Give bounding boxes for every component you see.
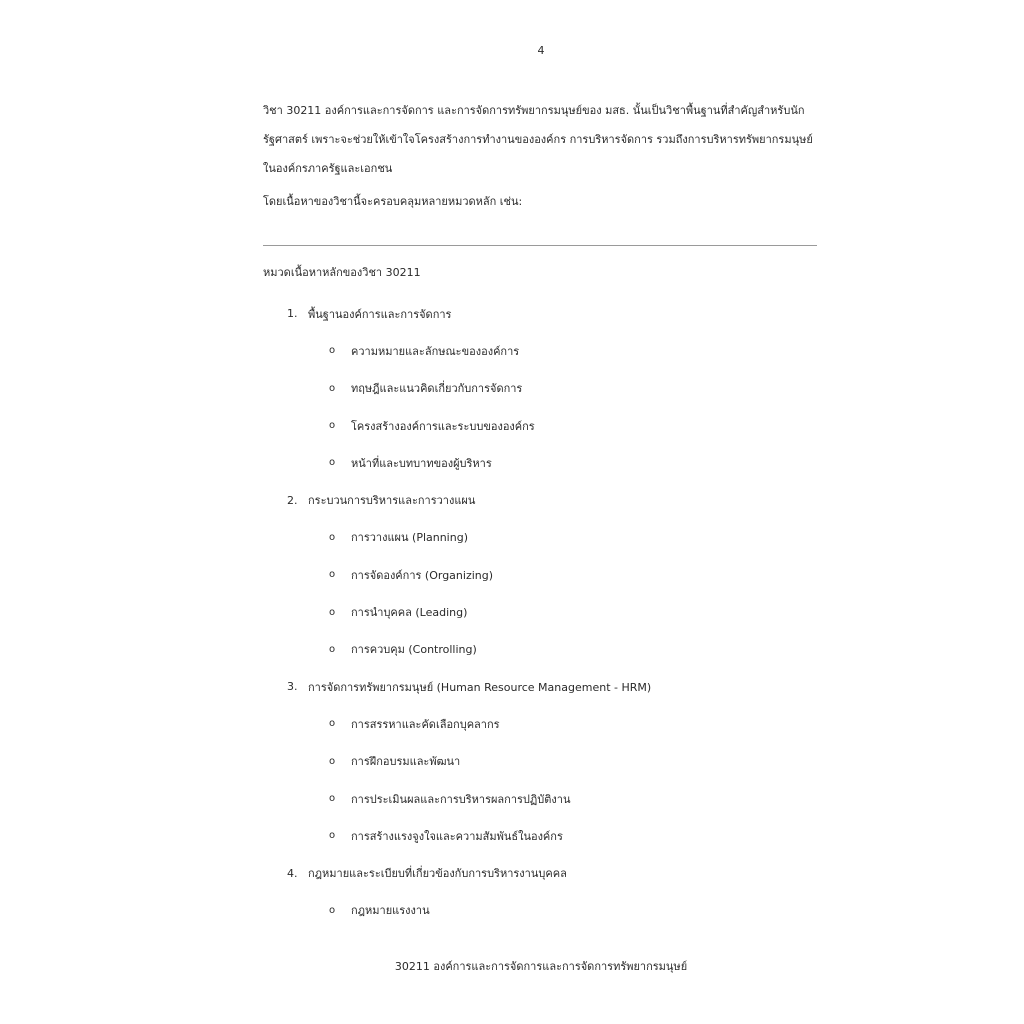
sub-item-text: การควบคุม (Controlling) — [351, 643, 477, 657]
circle-bullet-icon: o — [329, 606, 336, 618]
sub-item-text: การจัดองค์การ (Organizing) — [351, 568, 494, 582]
topic-outline — [263, 295, 823, 929]
section-title: หมวดเนื้อหาหลักของวิชา 30211 — [263, 266, 421, 279]
horizontal-divider — [263, 245, 817, 246]
circle-bullet-icon: o — [329, 830, 336, 842]
page-number: 4 — [537, 44, 545, 57]
sub-item-text: การประเมินผลและการบริหารผลการปฏิบัติงาน — [351, 792, 571, 806]
circle-bullet-icon: o — [329, 420, 336, 432]
numbered-topic — [263, 481, 823, 518]
lead-paragraph: โดยเนื้อหาของวิชานี้จะครอบคลุมหลายหมวดหลัก เช่น: — [263, 195, 523, 208]
numbered-topic — [263, 295, 823, 332]
sub-item-text: ทฤษฎีและแนวคิดเกี่ยวกับการจัดการ — [351, 382, 523, 396]
circle-bullet-icon: o — [329, 718, 336, 730]
circle-bullet-icon: o — [329, 382, 336, 394]
sub-item-text: โครงสร้างองค์การและระบบขององค์กร — [351, 419, 535, 433]
circle-bullet-icon: o — [329, 345, 336, 357]
sub-item — [263, 407, 823, 444]
sub-item — [263, 705, 823, 742]
sub-item — [263, 817, 823, 854]
numbered-topic — [263, 854, 823, 891]
sub-item — [263, 370, 823, 407]
topic-title: การจัดการทรัพยากรมนุษย์ (Human Resource Management - HRM) — [308, 680, 652, 694]
sub-item-text: กฎหมายแรงงาน — [351, 904, 430, 918]
sub-item-text: การนำบุคคล (Leading) — [351, 606, 468, 620]
sub-item — [263, 444, 823, 481]
circle-bullet-icon: o — [329, 643, 336, 655]
sub-item — [263, 556, 823, 593]
intro-paragraph: วิชา 30211 องค์การและการจัดการ และการจัดการทรัพยากรมนุษย์ของ มสธ. นั้นเป็นวิชาพื้นฐานที่สำคัญสำหรับนักรัฐศาสตร์ เพราะจะช่วยให้เข้าใจโครงสร้างการทำงานขององค์กร การบริหารจัดการ รวมถึงการบริหารทรัพยากรมนุษย์ในองค์กรภาครัฐและเอกชน — [263, 104, 813, 175]
sub-item-text: การฝึกอบรมและพัฒนา — [351, 755, 461, 769]
sub-item-text: ความหมายและลักษณะขององค์การ — [351, 344, 520, 358]
topic-number: 1. — [287, 307, 298, 321]
numbered-topic — [263, 668, 823, 705]
topic-number: 4. — [287, 866, 298, 880]
sub-item-text: การวางแผน (Planning) — [351, 531, 468, 545]
sub-item — [263, 519, 823, 556]
topic-title: กฎหมายและระเบียบที่เกี่ยวข้องกับการบริหารงานบุคคล — [308, 867, 567, 881]
sub-item-text: การสร้างแรงจูงใจและความสัมพันธ์ในองค์กร — [351, 829, 563, 843]
circle-bullet-icon: o — [329, 904, 336, 916]
circle-bullet-icon: o — [329, 793, 336, 804]
sub-item — [263, 593, 823, 630]
sub-item — [263, 332, 823, 369]
sub-item — [263, 780, 823, 817]
sub-item-text: การสรรหาและคัดเลือกบุคลากร — [351, 717, 500, 731]
sub-item — [263, 631, 823, 668]
sub-item — [263, 743, 823, 780]
sub-item-text: หน้าที่และบทบาทของผู้บริหาร — [351, 456, 492, 470]
topic-title: กระบวนการบริหารและการวางแผน — [308, 494, 476, 508]
circle-bullet-icon: o — [329, 457, 336, 469]
circle-bullet-icon: o — [329, 755, 336, 767]
topic-title: พื้นฐานองค์การและการจัดการ — [308, 307, 452, 321]
page-footer: 30211 องค์การและการจัดการและการจัดการทรัพยากรมนุษย์ — [394, 960, 688, 973]
sub-item — [263, 892, 823, 929]
circle-bullet-icon: o — [329, 569, 336, 581]
circle-bullet-icon: o — [329, 531, 336, 543]
topic-number: 2. — [287, 493, 298, 507]
topic-number: 3. — [287, 680, 298, 694]
